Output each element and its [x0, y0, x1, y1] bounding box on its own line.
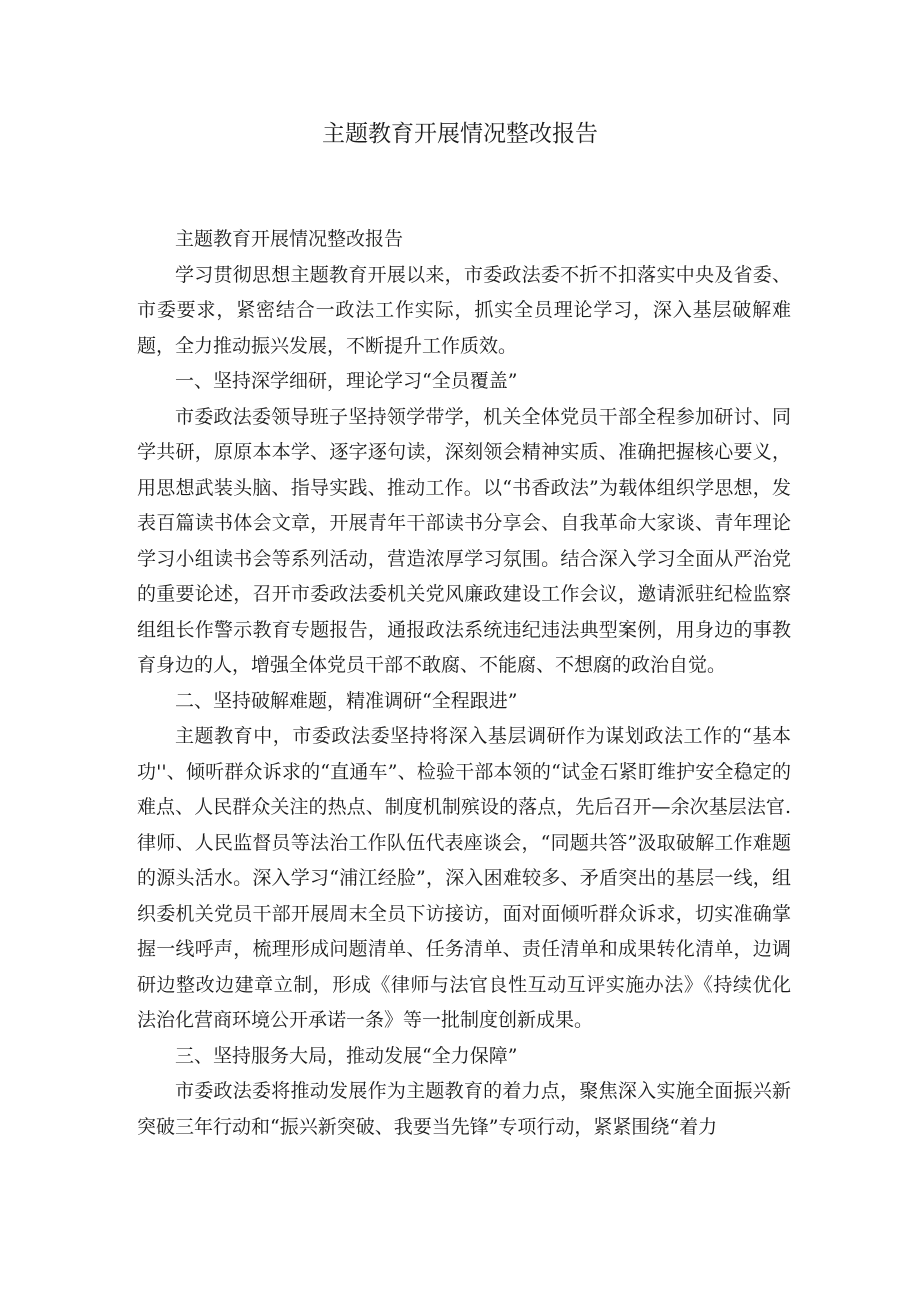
intro-paragraph: 学习贯彻思想主题教育开展以来，市委政法委不折不扣落实中央及省委、市委要求，紧密结合一政法工作实际，抓实全员理论学习，深入基层破解难题，全力推动振兴发展，不断提升工作质效。 — [137, 263, 791, 357]
section-paragraph-2: 主题教育中，市委政法委坚持将深入基层调研作为谋划政法工作的“基本功''、倾听群众诉求的“直通车”、检验干部本领的“试金石紧盯维护安全稳定的难点、人民群众关注的热点、制度机制殡设的落点，先后召开—余次基层法官.律师、人民监督员等法治工作队伍代表座谈会，“同题共答”汲取破解工作难题的源头活水。深入学习“浦江经脸”，深入困难较多、矛盾突出的基层一线，组织委机关党员干部开展周末全员下访接访，面对面倾听群众诉求，切实准确掌握一线呼声，梳理形成问题清单、任务清单、责任清单和成果转化清单，边调研边整改边建章立制，形成《律师与法官良性互动互评实施办法》《持续优化法治化营商环境公开承诺一条》等一批制度创新成果。 — [137, 725, 791, 1031]
section-heading-1: 一、坚持深学细研，理论学习“全员覆盖” — [175, 370, 518, 392]
section-paragraph-1: 市委政法委领导班子坚持领学带学，机关全体党员干部全程参加研讨、同学共研，原原本本学、逐字逐句读，深刻领会精神实质、准确把握核心要义，用思想武装头脑、指导实践、推动工作。以“书香政法”为载体组织学思想，发表百篇读书体会文章，开展青年干部读书分享会、自我革命大家谈、青年理论学习小组读书会等系列活动，营造浓厚学习氛围。结合深入学习全面从严治党的重要论述，召开市委政法委机关党风廉政建设工作会议，邀请派驻纪检监察组组长作警示教育专题报告，通报政法系统违纪违法典型案例，用身边的事教育身边的人，增强全体党员干部不敢腐、不能腐、不想腐的政治自觉。 — [137, 405, 791, 676]
section-paragraph-3: 市委政法委将推动发展作为主题教育的着力点，聚焦深入实施全面振兴新突破三年行动和“振兴新突破、我要当先锋”专项行动，紧紧围绕“着力 — [137, 1080, 791, 1138]
body-heading: 主题教育开展情况整改报告 — [175, 228, 404, 250]
document-body — [137, 222, 791, 1145]
section-heading-3: 三、坚持服务大局，推动发展“全力保障” — [175, 1044, 518, 1067]
section-heading-2: 二、坚持破解难题，精准调研“全程跟进” — [175, 689, 518, 712]
document-title: 主题教育开展情况整改报告 — [322, 121, 598, 147]
